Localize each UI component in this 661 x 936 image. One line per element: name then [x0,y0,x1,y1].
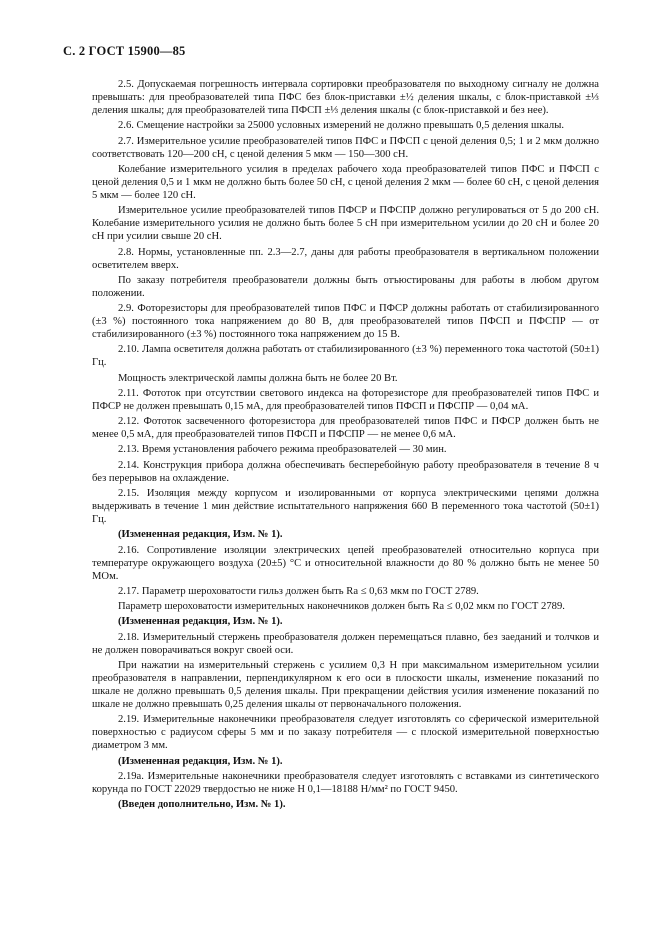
paragraph: 2.15. Изоляция между корпусом и изолированными от корпуса электрическими цепями должна выдерживать в течение 1 мин действие испытательного напряжения 660 В переменного тока частотой (50±1) Гц. [92,487,599,526]
paragraph: При нажатии на измерительный стержень с усилием 0,3 Н при максимальном измерительном усилии преобразователя в направлении, перпендикулярном к его оси в плоскости шкалы, изменение показаний по шкале не должно превышать 0,5 деления шкалы. При прекращении действия усилия изменение показаний по шкале не должно превышать 0,25 деления шкалы от первоначального положения. [92,659,599,710]
paragraph: 2.12. Фототок засвеченного фоторезистора для преобразователей типов ПФС и ПФСР должен быть не менее 0,5 мА, для преобразователей типов ПФСП и ПФСПР — не менее 0,6 мА. [92,416,599,441]
amendment-note: (Измененная редакция, Изм. № 1). [118,616,283,628]
paragraph: 2.7. Измерительное усилие преобразователей типов ПФС и ПФСП с ценой деления 0,5; 1 и 2 мкм должно соответствовать 120—200 сН, с ценой деления 5 мкм — 150—300 сН. [92,135,599,160]
paragraph: Измерительное усилие преобразователей типов ПФСР и ПФСПР должно регулироваться от 5 до 200 сН. Колебание измерительного усилия не должно быть более 5 сН при измерительном усилии до 20 сН и более 20 сН при усилии свыше 20 сН. [92,205,599,243]
paragraph: 2.16. Сопротивление изоляции электрических цепей преобразователей относительно корпуса при температуре окружающего воздуха (20±5) °С и относительной влажности до 80 % должно быть не менее 50 МОм. [92,544,599,582]
paragraph: 2.8. Нормы, установленные пп. 2.3—2.7, даны для работы преобразователя в вертикальном положении осветителем вверх. [92,246,599,271]
paragraph: 2.6. Смещение настройки за 25000 условных измерений не должно превышать 0,5 деления шкалы. [118,120,564,132]
document-body [92,78,599,813]
paragraph: 2.19а. Измерительные наконечники преобразователя следует изготовлять с вставками из синтетического корунда по ГОСТ 22029 твердостью не ниже Н 0,1—18188 Н/мм² по ГОСТ 9450. [92,770,599,795]
paragraph: 2.17. Параметр шероховатости гильз должен быть Ra ≤ 0,63 мкм по ГОСТ 2789. [118,585,479,597]
paragraph: 2.10. Лампа осветителя должна работать от стабилизированного (±3 %) переменного тока частотой (50±1) Гц. [92,344,599,369]
amendment-note: (Измененная редакция, Изм. № 1). [118,529,283,541]
paragraph: 2.9. Фоторезисторы для преобразователей типов ПФС и ПФСР должны работать от стабилизированного (±3 %) постоянного тока напряжением до 80 В, для преобразователей типов ПФСП и ПФСПР — от стабилизированного (±3 %) постоянного тока напряжением до 15 В. [92,303,599,341]
paragraph: Параметр шероховатости измерительных наконечников должен быть Ra ≤ 0,02 мкм по ГОСТ 2789. [118,601,565,613]
paragraph: 2.14. Конструкция прибора должна обеспечивать бесперебойную работу преобразователя в течение 8 ч без перерывов на охлаждение. [92,459,599,484]
paragraph: 2.13. Время установления рабочего режима преобразователей — 30 мин. [118,444,447,456]
paragraph: Мощность электрической лампы должна быть не более 20 Вт. [118,372,398,384]
paragraph: 2.5. Допускаемая погрешность интервала сортировки преобразователя по выходному сигналу не должна превышать: для преобразователей типа ПФС без блок-приставки ±½ деления шкалы, с блок-приставкой ±⅓ деления шкалы; для преобразователей типа ПФСП ±⅓ деления шкалы (с блок-приставкой и без нее). [92,79,599,117]
paragraph: 2.19. Измерительные наконечники преобразователя следует изготовлять со сферической измерительной поверхностью с радиусом сферы 5 мм и по заказу потребителя — с плоской измерительной поверхностью диаметром 3 мм. [92,714,599,752]
page-header: С. 2 ГОСТ 15900—85 [63,44,186,58]
amendment-note: (Измененная редакция, Изм. № 1). [118,755,283,767]
paragraph: 2.11. Фототок при отсутствии светового индекса на фоторезисторе для преобразователей типов ПФС и ПФСР не должен превышать 0,15 мА, для преобразователей типов ПФСП и ПФСПР — 0,04 мА. [92,387,599,412]
paragraph: По заказу потребителя преобразователи должны быть отъюстированы для работы в любом другом положении. [92,274,599,299]
paragraph: Колебание измерительного усилия в пределах рабочего хода преобразователей типов ПФС и ПФСП с ценой деления 0,5 и 1 мкм не должно быть более 50 сН, с ценой деления 2 мкм — более 60 сН, с ценой деления 5 мкм — более 120 сН. [92,163,599,201]
amendment-note: (Введен дополнительно, Изм. № 1). [118,799,286,811]
paragraph: 2.18. Измерительный стержень преобразователя должен перемещаться плавно, без заеданий и толчков и не должен поворачиваться вокруг своей оси. [92,631,599,656]
